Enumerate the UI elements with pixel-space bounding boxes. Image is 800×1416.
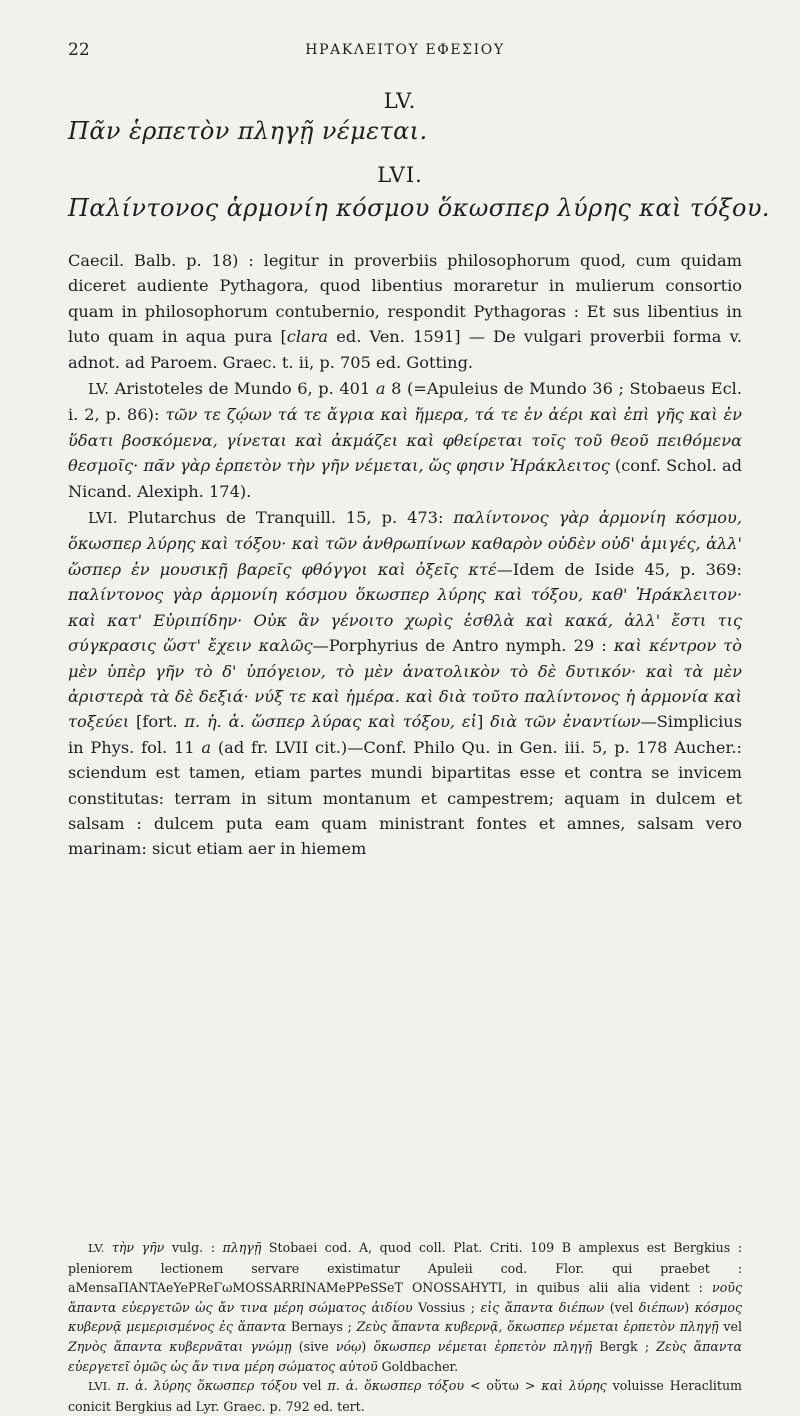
text-span: —Simplicius in Phys. fol. 11	[68, 712, 742, 757]
greek-quote: παλίντονος γὰρ ἁρμονίη κόσμου, ὅκωσπερ λύρης καὶ τόξου· καὶ τῶν ἀνθρωπίνων καθαρὸν οὐδὲν οὐδ' ἀμιγές, ἀλλ' ὥσπερ ἐν μουσικῇ βαρεῖς φθόγγοι καὶ ὀξεῖς κτέ	[68, 508, 742, 579]
running-title: ΗΡΑΚΛΕΙΤΟΥ ΕΦΕΣΙΟΥ	[305, 42, 505, 58]
greek-quote: διέπων	[638, 1299, 685, 1315]
text-span: 8 (=Apuleius de Mundo 36 ; Stobaeus Ecl. i. 2, p. 86):	[68, 379, 743, 425]
commentary-paragraph	[68, 505, 742, 862]
text-span: voluisse Heraclitum conicit Bergkius ad Lyr. Graec. p. 792 ed. tert.	[68, 1378, 742, 1414]
page-number: 22	[68, 40, 90, 60]
greek-quote: νοῦς ἅπαντα εὐεργετῶν ὡς ἄν τινα μέρη σώματος ἀιδίου	[68, 1280, 742, 1315]
footnote-label: LV.	[88, 1241, 105, 1255]
greek-quote: κόσμος κυβερνᾷ μεμερισμένος ἐς ἅπαντα	[68, 1299, 742, 1335]
text-span: a	[201, 737, 212, 757]
text-span: clara	[286, 327, 329, 347]
fragment-number: LV.	[383, 89, 417, 113]
text-span: ]	[476, 712, 491, 732]
greek-quote: τῶν τε ζῴων τά τε ἄγρια καὶ ἥμερα, τά τε ἐν ἀέρι καὶ ἐπὶ γῆς καὶ ἐν ὕδατι βοσκόμενα, γίνεται καὶ ἀκμάζει καὶ φθείρεται τοῖς τοῦ θεοῦ πειθόμενα θεσμοῖς· πᾶν γὰρ ἑρπετὸν τὴν γῆν νέμεται, ὥς φησιν Ἡράκλειτος	[68, 405, 742, 476]
greek-quote: διὰ τῶν ἐναντίων	[490, 712, 641, 732]
greek-quote: εἰς ἅπαντα διέπων	[480, 1299, 605, 1315]
greek-quote: νόῳ	[335, 1338, 362, 1354]
text-span: vel	[296, 1378, 328, 1394]
text-span: —Idem de Iside 45, p. 369:	[496, 559, 742, 579]
footnote	[68, 1238, 742, 1376]
greek-quote: καὶ κέντρον τὸ μὲν ὑπὲρ γῆν τὸ δ' ὑπόγειον, τὸ μὲν ἀνατολικὸν τὸ δὲ δυτικόν· καὶ τὰ μὲν ἀριστερὰ τὰ δὲ δεξιά· νύξ τε καὶ ἡμέρα. καὶ διὰ τοῦτο παλίντονος ἡ ἁρμονία καὶ τοξεύει	[68, 636, 743, 732]
text-span: —Porphyrius de Antro nymph. 29 :	[312, 636, 614, 656]
text-span: )	[361, 1338, 374, 1354]
text-span: vulg. :	[164, 1240, 223, 1255]
greek-quote: π. ἁ. ὅκωσπερ τόξου	[327, 1378, 464, 1394]
greek-quote: Ζηνὸς ἅπαντα κυβερνᾶται γνώμῃ	[68, 1338, 292, 1354]
text-span: Caecil. Balb. p. 18) : legitur in proverbiis philosophorum quod, cum quidam diceret audiente Pythagora, quod libentius moraretur in mulierum consortio quam in philosophorum contubernio, respondit Pythagoras : Et sus libentius in luto quam in aqua pura [	[68, 251, 742, 347]
greek-quote: καὶ λύρης	[541, 1378, 607, 1394]
text-span: [fort.	[129, 712, 185, 732]
text-span: Bernays ;	[286, 1319, 357, 1335]
greek-quote: πληγῇ	[222, 1240, 262, 1255]
editorial-insertion: < οὕτω >	[469, 1378, 536, 1394]
fragment-text: Παλίντονος ἁρμονίη κόσμου ὅκωσπερ λύρης καὶ τόξου.	[68, 194, 770, 222]
text-span: Bergk ;	[592, 1338, 657, 1354]
greek-quote: Ζεὺς ἅπαντα εὐεργετεῖ ὁμῶς ὡς ἄν τινα μέρη σώματος αὐτοῦ	[68, 1338, 743, 1374]
commentary-paragraph	[68, 376, 742, 504]
text-span: a	[375, 379, 386, 399]
greek-quote: παλίντονος γὰρ ἁρμονίη κόσμου ὅκωσπερ λύρης καὶ τόξου, καθ' Ἡράκλειτον· καὶ κατ' Εὐριπίδην· Οὐκ ἂν γένοιτο χωρὶς ἐσθλὰ καὶ κακά, ἀλλ' ἔστι τις σύγκρασις ὥστ' ἔχειν καλῶς	[68, 585, 742, 656]
running-head	[68, 40, 742, 64]
text-span: Plutarchus de Tranquill. 15, p. 473:	[117, 508, 454, 528]
fragment-text: Πᾶν ἑρπετὸν πληγῇ νέμεται.	[68, 117, 428, 145]
text-span: Vossius ;	[412, 1299, 481, 1315]
commentary	[68, 248, 742, 863]
text-span: vel	[718, 1319, 742, 1335]
text-span: )	[684, 1299, 695, 1315]
greek-quote: π. ἁ. λύρης ὅκωσπερ τόξου	[116, 1378, 297, 1394]
footnote-label: LVI.	[88, 1379, 111, 1394]
greek-quote: τὴν γῆν	[111, 1240, 165, 1255]
text-span: Stobaei cod. A, quod coll. Plat. Criti. 109 B amplexus est Bergkius : pleniorem lectionem servare existimatur Apuleii cod. Flor. qui praebet : aMensaПANTAeYePReΓωMOSSARRINAMePPeSSeT ONOSSAHYTI, in quibus alii alia vident :	[68, 1240, 742, 1296]
footnotes	[68, 1238, 742, 1416]
fragment-number: LVI.	[377, 163, 423, 187]
text-span: (sive	[291, 1338, 336, 1354]
text-span: Aristoteles de Mundo 6, p. 401	[109, 379, 376, 399]
text-span: ed. Ven. 1591] — De vulgari proverbii forma v. adnot. ad Paroem. Graec. t. ii, p. 705 ed. Gotting.	[68, 327, 742, 372]
greek-quote: Ζεὺς ἅπαντα κυβερνᾷ, ὅκωσπερ νέμεται ἑρπετὸν πληγῇ	[356, 1319, 719, 1335]
text-span: (vel	[604, 1299, 639, 1315]
text-span: (conf. Schol. ad Nicand. Alexiph. 174).	[68, 456, 742, 501]
greek-quote: ὅκωσπερ νέμεται ἑρπετὸν πληγῇ	[373, 1338, 593, 1354]
greek-quote: π. ἡ. ἁ. ὥσπερ λύρας καὶ τόξου, εἰ	[184, 712, 477, 732]
text-span: (ad fr. LVII cit.)—Conf. Philo Qu. in Gen. iii. 5, p. 178 Aucher.: sciendum est tamen, etiam partes mundi bipartitas esse et contra se invicem constitutas: terram in situm montanum et campestrem; aquam in dulcem et salsam : dulcem puta eam quam ministrant fontes et amnes, salsam vero marinam: sicut etiam aer in hiemem	[68, 737, 742, 859]
commentary-paragraph	[68, 248, 742, 375]
paragraph-label: LV.	[88, 380, 110, 399]
paragraph-label: LVI.	[88, 509, 118, 528]
text-span: Goldbacher.	[377, 1358, 459, 1374]
footnote	[68, 1376, 742, 1416]
